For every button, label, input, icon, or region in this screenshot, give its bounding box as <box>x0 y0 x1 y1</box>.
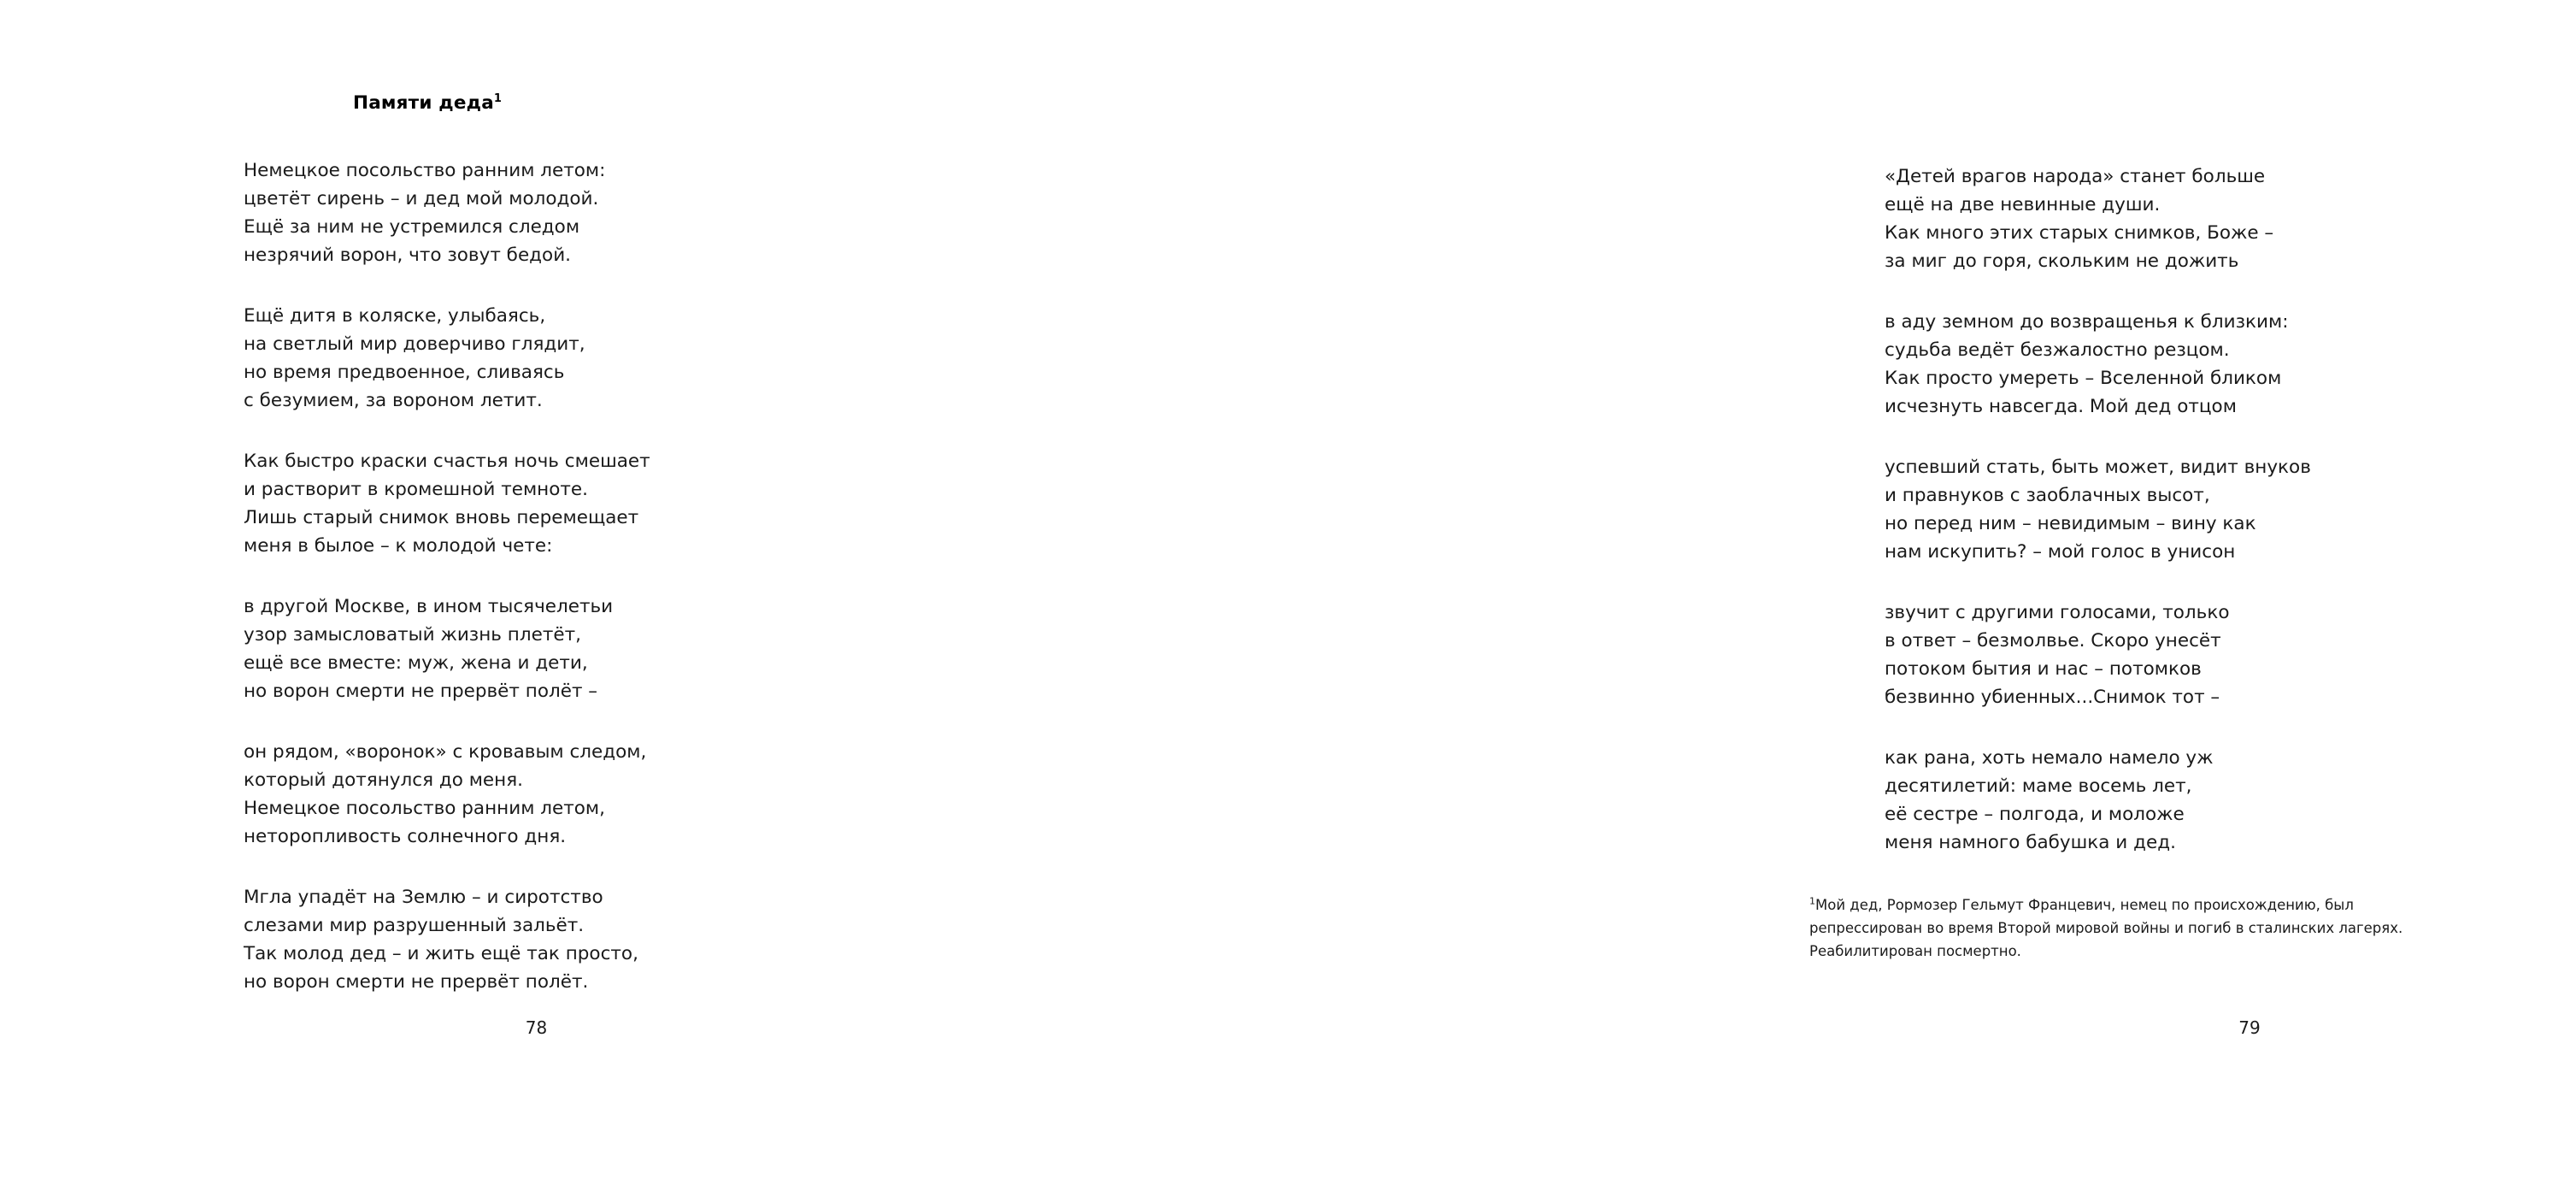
poem-line: узор замысловатый жизнь плетёт, <box>244 624 581 646</box>
poem-line: он рядом, «воронок» с кровавым следом, <box>244 741 647 763</box>
poem-line: десятилетий: маме восемь лет, <box>1885 775 2192 797</box>
poem-line: меня намного бабушка и дед. <box>1885 832 2176 853</box>
poem-line: её сестре – полгода, и моложе <box>1885 804 2185 825</box>
poem-line: и правнуков с заоблачных высот, <box>1885 485 2210 506</box>
poem-title-text: Памяти деда <box>353 92 494 114</box>
poem-line: Немецкое посольство ранним летом, <box>244 798 605 819</box>
poem-line: Как быстро краски счастья ночь смешает <box>244 451 650 472</box>
poem-line: в другой Москве, в ином тысячелетьи <box>244 596 614 617</box>
poem-line: и растворит в кромешной темноте. <box>244 479 588 500</box>
poem-line: в ответ – безмолвье. Скоро унесёт <box>1885 630 2221 651</box>
stanza <box>244 302 791 415</box>
poem-line: но перед ним – невидимым – вину как <box>1885 513 2256 534</box>
poem-line: Ещё дитя в коляске, улыбаясь, <box>244 305 546 327</box>
stanza <box>1885 162 2449 275</box>
page-left <box>0 0 859 1185</box>
stanza <box>244 447 791 560</box>
poem-line: «Детей врагов народа» станет больше <box>1885 166 2266 187</box>
poem-line: с безумием, за вороном летит. <box>244 390 543 411</box>
poem-line: но ворон смерти не прервёт полёт – <box>244 681 598 702</box>
poem-line: незрячий ворон, что зовут бедой. <box>244 245 572 266</box>
footnote-marker: 1 <box>1809 895 1815 907</box>
title-footnote-marker: 1 <box>493 91 503 105</box>
poem-line: Так молод дед – и жить ещё так просто, <box>244 943 638 964</box>
stanza <box>1885 598 2449 711</box>
page-number-right: 79 <box>2238 1017 2261 1038</box>
poem-line: неторопливость солнечного дня. <box>244 826 567 847</box>
poem-line: Как просто умереть – Вселенной бликом <box>1885 368 2282 389</box>
poem-line: слезами мир разрушенный зальёт. <box>244 915 585 936</box>
poem-line: успевший стать, быть может, видит внуков <box>1885 457 2311 478</box>
poem-line: в аду земном до возвращенья к близким: <box>1885 311 2289 333</box>
poem-line: Немецкое посольство ранним летом: <box>244 160 606 181</box>
footnote-text: Мой дед, Рормозер Гельмут Францевич, немец по происхождению, был репрессирован во время Второй мировой войны и погиб в сталинских лагерях. Реабилитирован посмертно. <box>1809 897 2403 959</box>
stanza <box>1885 744 2449 857</box>
stanza <box>1885 453 2449 566</box>
poem-line: ещё на две невинные души. <box>1885 194 2161 215</box>
poem-line: звучит с другими голосами, только <box>1885 602 2230 623</box>
poem-body-left <box>244 92 791 996</box>
poem-line: потоком бытия и нас – потомков <box>1885 658 2202 680</box>
poem-line: безвинно убиенных...Снимок тот – <box>1885 687 2220 708</box>
page-title <box>244 92 791 114</box>
poem-line: цветёт сирень – и дед мой молодой. <box>244 188 599 209</box>
stanza <box>1885 308 2449 421</box>
poem-body-right <box>1885 162 2449 857</box>
stanza <box>244 156 791 269</box>
poem-line: но ворон смерти не прервёт полёт. <box>244 971 589 993</box>
poem-line: судьба ведёт безжалостно резцом. <box>1885 339 2230 361</box>
poem-line: который дотянулся до меня. <box>244 769 523 791</box>
poem-line: Как много этих старых снимков, Боже – <box>1885 222 2274 244</box>
poem-line: ещё все вместе: муж, жена и дети, <box>244 652 588 674</box>
poem-line: Ещё за ним не устремился следом <box>244 216 580 238</box>
poem-line: но время предвоенное, сливаясь <box>244 362 565 383</box>
poem-line: Мгла упадёт на Землю – и сиротство <box>244 887 603 908</box>
poem-line: нам искупить? – мой голос в унисон <box>1885 541 2236 563</box>
footnote <box>1809 893 2452 963</box>
stanza <box>244 883 791 996</box>
poem-line: как рана, хоть немало намело уж <box>1885 747 2214 769</box>
page-right <box>859 0 2403 1185</box>
stanza <box>244 738 791 851</box>
poem-line: за миг до горя, скольким не дожить <box>1885 251 2239 272</box>
stanza <box>244 592 791 705</box>
poem-line: Лишь старый снимок вновь перемещает <box>244 507 639 528</box>
poem-line: исчезнуть навсегда. Мой дед отцом <box>1885 396 2237 417</box>
poem-line: на светлый мир доверчиво глядит, <box>244 333 585 355</box>
poem-line: меня в былое – к молодой чете: <box>244 535 553 557</box>
page-number-left: 78 <box>525 1017 548 1038</box>
